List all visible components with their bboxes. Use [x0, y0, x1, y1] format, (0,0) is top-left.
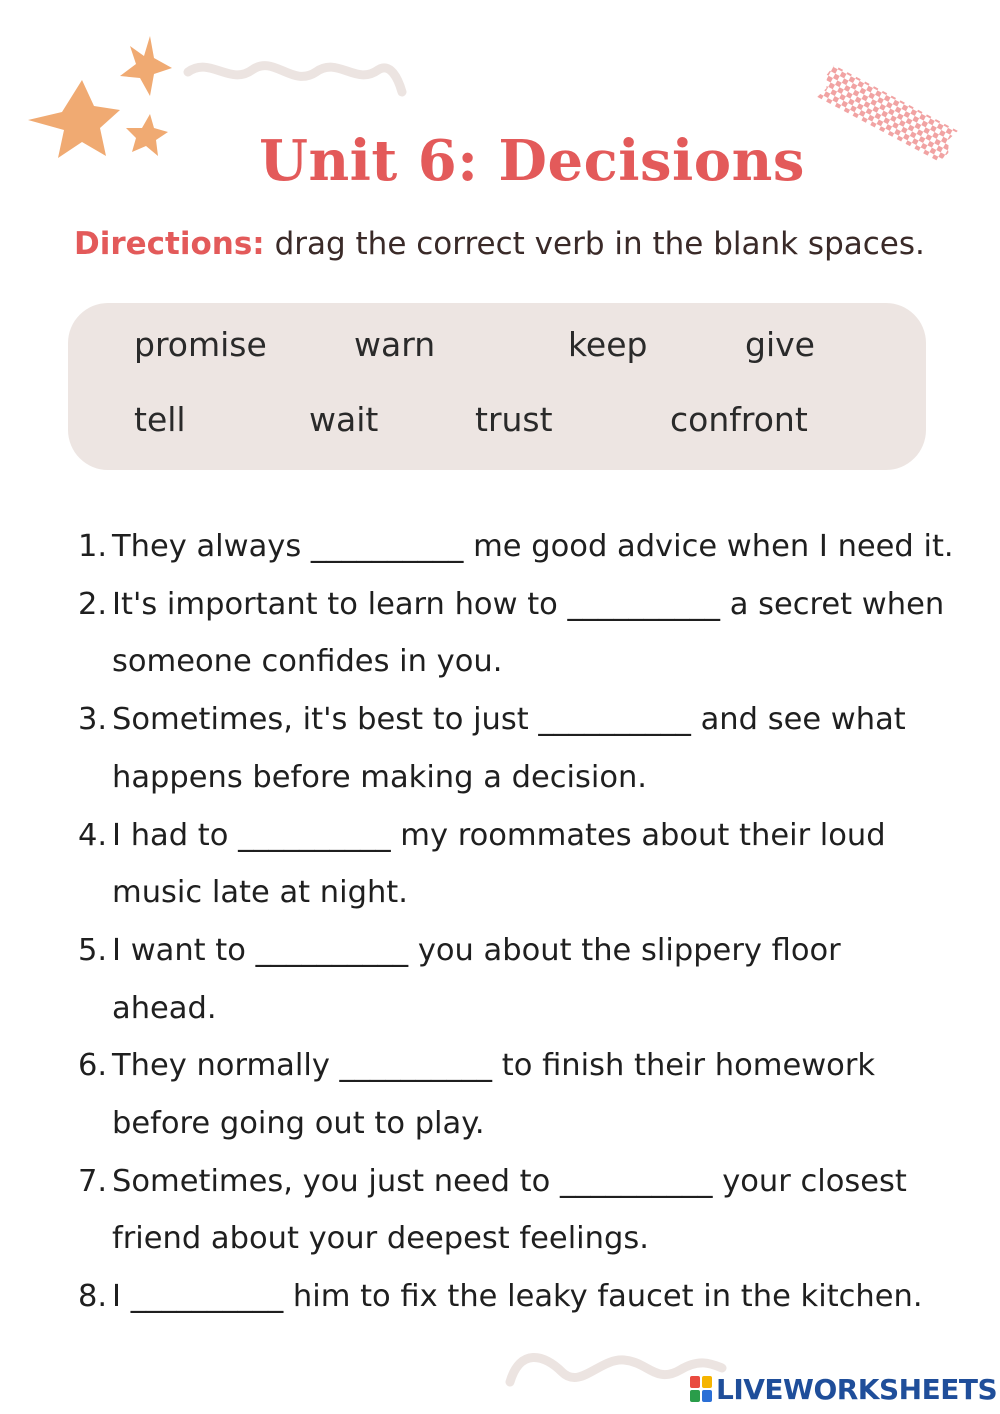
word-bank-item[interactable]: keep [568, 325, 648, 364]
question-item [78, 1037, 978, 1152]
question-number: 8. [78, 1279, 108, 1315]
question-text-line: happens before making a decision. [112, 759, 648, 795]
question-text-line: Sometimes, it's best to just __________ and see what [112, 702, 906, 738]
question-item [78, 807, 978, 922]
question-text-line: music late at night. [112, 875, 408, 911]
question-text-line: They normally __________ to finish their homework [112, 1048, 876, 1084]
worksheet-title: Unit 6: Decisions [259, 128, 805, 194]
question-text-line: someone confides in you. [112, 644, 503, 680]
question-list [78, 518, 978, 1326]
liveworksheets-logo [690, 1374, 997, 1404]
word-bank-item[interactable]: give [745, 325, 815, 364]
question-text-line: They always __________ me good advice when I need it. [112, 529, 954, 564]
word-bank [68, 303, 926, 470]
question-number: 7. [78, 1163, 108, 1199]
question-number: 2. [78, 586, 108, 622]
word-bank-item[interactable]: trust [475, 400, 553, 439]
question-text-line: I had to __________ my roommates about their loud [112, 817, 886, 853]
question-number: 4. [78, 817, 108, 853]
question-item [78, 691, 978, 806]
directions-text: drag the correct verb in the blank spaces. [264, 226, 925, 262]
question-text-line: before going out to play. [112, 1106, 485, 1142]
directions-label: Directions: [74, 226, 265, 262]
logo-text: LIVEWORKSHEETS [716, 1372, 998, 1406]
word-bank-item[interactable]: promise [134, 325, 267, 364]
question-item [78, 1153, 978, 1268]
question-number: 6. [78, 1048, 108, 1084]
question-text-line: I __________ him to fix the leaky faucet in the kitchen. [112, 1279, 923, 1315]
medium-star-icon [120, 36, 172, 96]
question-text-line: ahead. [112, 990, 217, 1026]
top-squiggle-decoration [180, 52, 410, 102]
question-item [78, 922, 978, 1037]
word-bank-item[interactable]: confront [670, 400, 808, 439]
directions [74, 226, 974, 262]
question-number: 3. [78, 702, 108, 738]
question-text-line: I want to __________ you about the slippery floor [112, 932, 841, 968]
word-bank-item[interactable]: tell [134, 400, 186, 439]
question-item [78, 518, 978, 576]
word-bank-item[interactable]: warn [354, 325, 436, 364]
question-text-line: friend about your deepest feelings. [112, 1221, 649, 1257]
question-text-line: Sometimes, you just need to __________ your closest [112, 1163, 907, 1199]
question-text-line: It's important to learn how to __________ a secret when [112, 586, 945, 622]
word-bank-item[interactable]: wait [309, 400, 379, 439]
question-number: 1. [78, 529, 108, 564]
question-number: 5. [78, 932, 108, 968]
question-item [78, 1268, 978, 1326]
liveworksheets-logo-icon [690, 1376, 712, 1402]
question-item [78, 576, 978, 691]
